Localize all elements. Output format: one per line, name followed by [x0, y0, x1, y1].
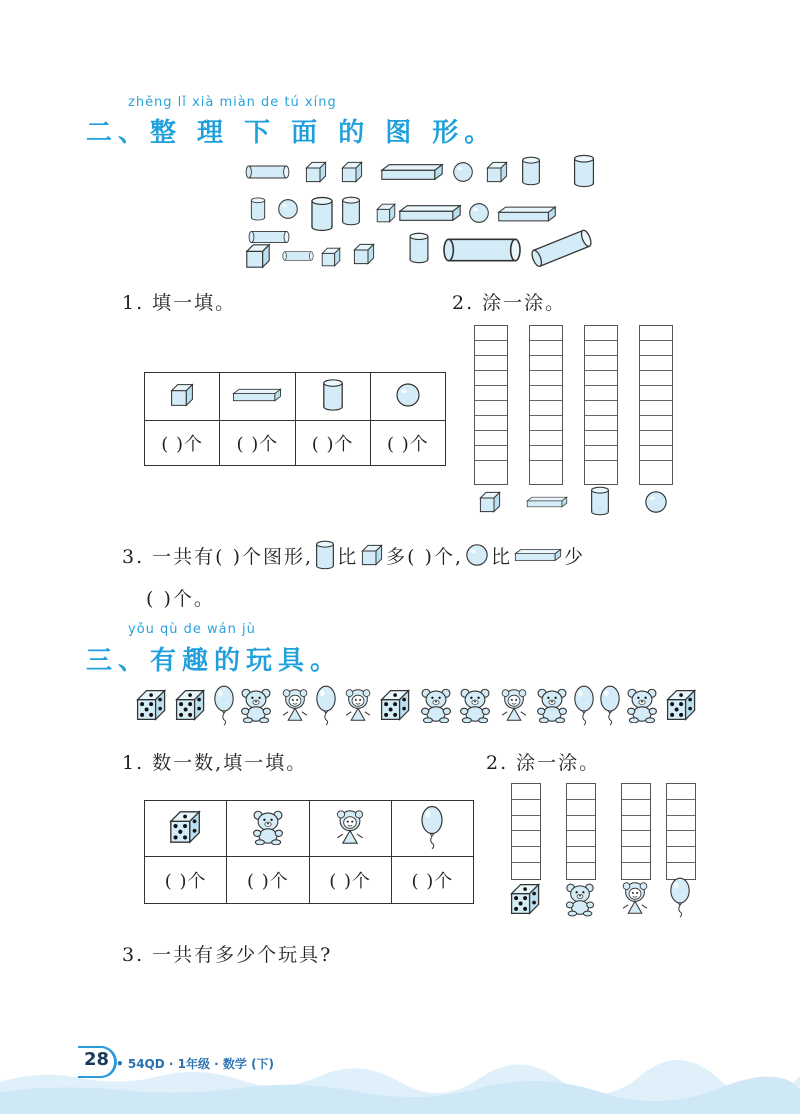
cylinder-icon [249, 231, 289, 242]
cuboid-icon [382, 165, 442, 180]
section2-pinyin: zhěng lǐ xià miàn de tú xíng [128, 95, 337, 110]
cube-icon [169, 382, 195, 408]
balloon-icon [573, 683, 595, 727]
cylinder-cell [295, 373, 370, 421]
shape-cluster [240, 150, 600, 275]
section2-heading: 二、整 理 下 面 的 图 形。 [86, 118, 497, 148]
cuboid-cell [220, 373, 295, 421]
cylinder-icon [322, 378, 344, 412]
balloon-icon [420, 805, 444, 849]
cuboid-icon [400, 206, 460, 221]
bear-icon [238, 687, 274, 723]
cube-cell [145, 373, 220, 421]
bear-cell [227, 801, 309, 857]
dice-icon [167, 808, 205, 846]
sphere-cell [370, 373, 445, 421]
dice-cell [145, 801, 227, 857]
cylinder-icon [246, 166, 289, 178]
cube-icon [478, 490, 502, 514]
dice-icon [378, 687, 414, 723]
cylinder-icon [312, 198, 332, 231]
color-column[interactable] [529, 325, 563, 485]
color-column[interactable] [621, 783, 651, 880]
cube-icon [354, 244, 373, 263]
color-column[interactable] [566, 783, 596, 880]
cube-icon [306, 162, 325, 181]
answer-cell[interactable]: ( )个 [227, 857, 309, 904]
section2-q3 [122, 540, 585, 570]
doll-icon [341, 686, 375, 724]
section3-q3: 3. 一共有多少个玩具? [122, 944, 333, 966]
q3-text-5: 少 [564, 545, 586, 568]
bear-icon [457, 687, 493, 723]
cuboid-icon [514, 547, 562, 563]
section2-q1: 1. 填一填。 [122, 292, 237, 314]
section3-heading: 三、有趣的玩具。 [86, 646, 343, 676]
dice-icon [134, 687, 170, 723]
doll-icon [332, 808, 368, 846]
cube-icon [342, 162, 361, 181]
cylinder-icon [523, 157, 540, 185]
balloon-cell [391, 801, 473, 857]
section2-q2: 2. 涂一涂。 [452, 292, 567, 314]
answer-cell[interactable]: ( )个 [145, 857, 227, 904]
answer-cell[interactable]: ( )个 [391, 857, 473, 904]
cylinder-icon [283, 252, 313, 261]
cylinder-icon [315, 540, 335, 570]
section3-count-table [144, 800, 474, 904]
cuboid-icon [499, 207, 556, 221]
cuboid-icon [232, 387, 282, 403]
section3-q1: 1. 数一数,填一填。 [122, 752, 308, 774]
color-column[interactable] [584, 325, 618, 485]
cuboid-icon [526, 494, 568, 510]
answer-cell[interactable]: ( )个 [370, 421, 445, 466]
cube-icon [360, 543, 384, 567]
sphere-icon [465, 543, 489, 567]
dice-icon [173, 687, 209, 723]
doll-icon [497, 686, 531, 724]
sphere-icon [644, 490, 668, 514]
cube-icon [487, 162, 506, 181]
bear-icon [563, 881, 597, 917]
dice-icon [508, 881, 544, 917]
cube-icon [322, 248, 340, 266]
section3-q2: 2. 涂一涂。 [486, 752, 601, 774]
toy-row [134, 682, 700, 728]
bear-icon [624, 687, 660, 723]
cube-icon [247, 245, 269, 267]
q3-text-2: 比 [337, 545, 359, 568]
cylinder-icon [251, 198, 264, 220]
answer-cell[interactable]: ( )个 [295, 421, 370, 466]
sphere-icon [470, 204, 489, 223]
cylinder-icon [343, 197, 360, 225]
cylinder-icon [410, 233, 428, 262]
balloon-icon [213, 683, 235, 727]
sphere-icon [395, 382, 421, 408]
bear-icon [250, 809, 286, 845]
answer-cell[interactable]: ( )个 [145, 421, 220, 466]
cube-icon [377, 204, 395, 222]
footer-text: • 54QD · 1年级 · 数学 (下) [116, 1057, 275, 1071]
answer-cell[interactable]: ( )个 [309, 857, 391, 904]
color-column[interactable] [511, 783, 541, 880]
q3-text-1: 3. 一共有( )个图形, [122, 545, 314, 568]
color-column[interactable] [474, 325, 508, 485]
cylinder-icon [530, 229, 593, 268]
color-column[interactable] [666, 783, 696, 880]
bear-icon [534, 687, 570, 723]
page-number: 28 [84, 1049, 110, 1070]
q3-text-4: 比 [491, 545, 513, 568]
section2-q3-line2[interactable]: ( )个。 [146, 588, 215, 610]
doll-icon [618, 879, 652, 917]
q3-text-3: 多( )个, [386, 545, 463, 568]
balloon-icon [315, 683, 337, 727]
color-column[interactable] [639, 325, 673, 485]
dice-icon [664, 687, 700, 723]
answer-cell[interactable]: ( )个 [220, 421, 295, 466]
cylinder-icon [575, 155, 594, 186]
section3-pinyin: yǒu qù de wán jù [128, 622, 256, 637]
sphere-icon [279, 200, 298, 219]
sphere-icon [454, 163, 473, 182]
doll-icon [278, 686, 312, 724]
doll-cell [309, 801, 391, 857]
cylinder-icon [590, 486, 610, 516]
balloon-icon [669, 876, 691, 918]
balloon-icon [599, 683, 621, 727]
section2-count-table [144, 372, 446, 466]
bear-icon [418, 687, 454, 723]
cylinder-icon [444, 239, 520, 260]
